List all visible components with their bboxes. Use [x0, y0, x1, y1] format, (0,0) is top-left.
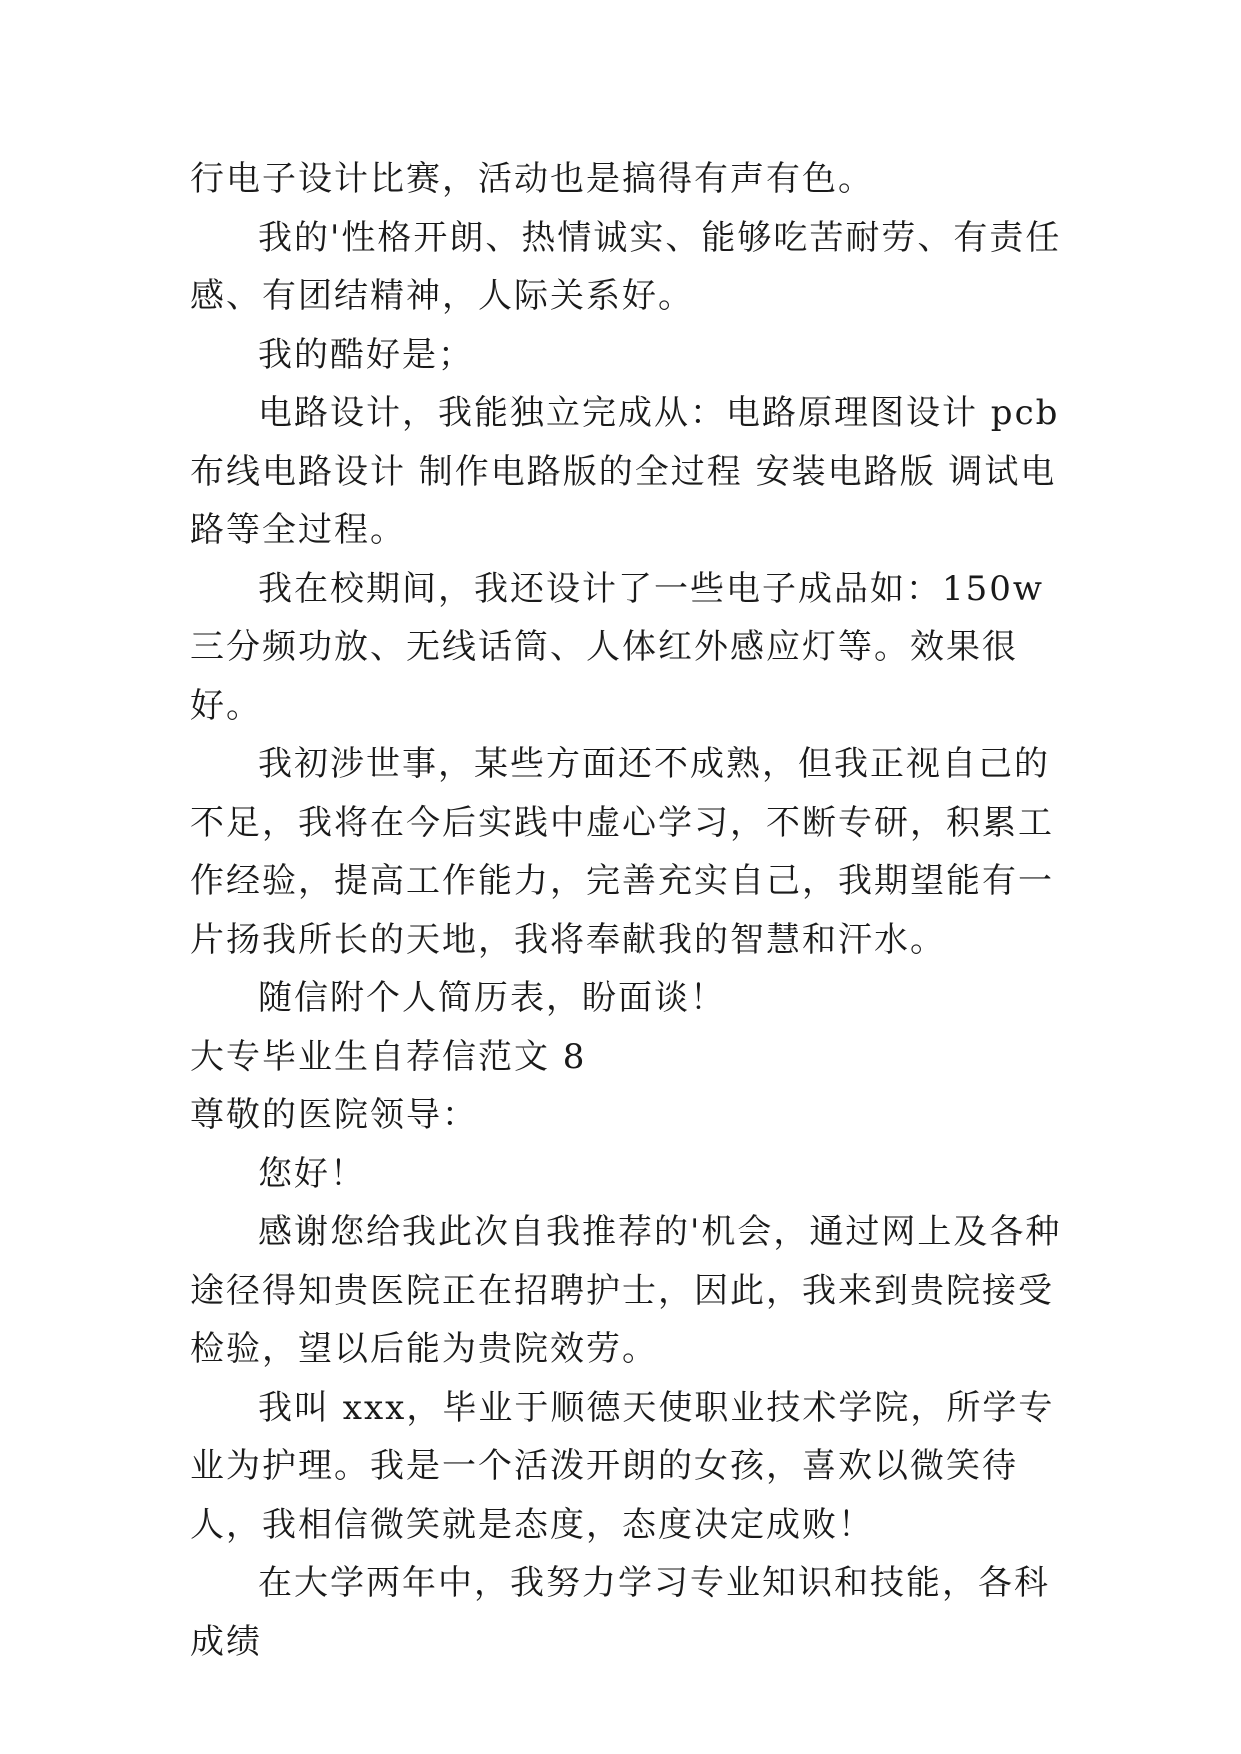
paragraph-6: 我初涉世事，某些方面还不成熟，但我正视自己的不足，我将在今后实践中虚心学习，不断专研，积累工作经验，提高工作能力，完善充实自己，我期望能有一片扬我所长的天地，我将奉献我的智慧和汗水。: [190, 744, 1054, 960]
paragraph-12: 我叫 xxx，毕业于顺德天使职业技术学院，所学专业为护理。我是一个活泼开朗的女孩，喜欢以微笑待人，我相信微笑就是态度，态度决定成败！: [190, 1387, 1055, 1545]
paragraph-13: 在大学两年中，我努力学习专业知识和技能，各科成绩: [190, 1563, 1050, 1662]
paragraph-7: 随信附个人简历表，盼面谈！: [258, 978, 726, 1018]
document-body: [190, 150, 1070, 1671]
paragraph-1: 行电子设计比赛，活动也是搞得有声有色。: [190, 159, 874, 199]
paragraph-5: 我在校期间，我还设计了一些电子成品如：150w 三分频功放、无线话筒、人体红外感应灯等。效果很好。: [190, 568, 1044, 726]
paragraph-4: 电路设计，我能独立完成从：电路原理图设计 pcb 布线电路设计 制作电路版的全过程 安装电路版 调试电路等全过程。: [190, 393, 1060, 550]
salutation: 尊敬的医院领导：: [190, 1095, 478, 1135]
paragraph-3: 我的酷好是；: [258, 334, 474, 375]
section-heading: 大专毕业生自荐信范文 8: [190, 1036, 587, 1077]
greeting: 您好！: [258, 1153, 366, 1194]
paragraph-2: 我的'性格开朗、热情诚实、能够吃苦耐劳、有责任感、有团结精神，人际关系好。: [190, 217, 1062, 316]
paragraph-11: 感谢您给我此次自我推荐的'机会，通过网上及各种途径得知贵医院正在招聘护士，因此，我来到贵院接受检验，望以后能为贵院效劳。: [190, 1212, 1062, 1369]
